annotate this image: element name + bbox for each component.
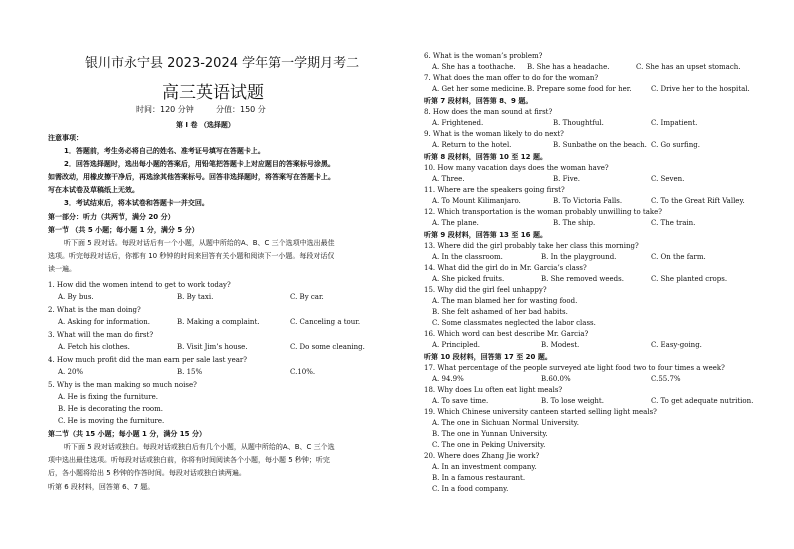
- option-a: A. Three.: [432, 175, 465, 183]
- question-stem: 16. Which word can best describe Mr. Garcia?: [424, 330, 589, 338]
- part1-heading: 第一部分：听力（共两节，满分 20 分）: [48, 213, 175, 221]
- question-stem: 11. Where are the speakers going first?: [424, 186, 565, 194]
- option-a: A. Get her some medicine.: [432, 85, 526, 93]
- exam-subject-title: 高三英语试题: [162, 83, 264, 103]
- option-a: A. Return to the hotel.: [432, 141, 512, 149]
- note-2-cont: 如需改动，用橡皮擦干净后，再选涂其他答案标号。回答非选择题时，将答案写在答题卡上。: [48, 173, 335, 181]
- option-c: C. In a food company.: [432, 485, 509, 493]
- option-c: C. She has an upset stomach.: [636, 63, 741, 71]
- option-c: C. Seven.: [651, 175, 685, 183]
- option-b: B. Thoughtful.: [553, 119, 604, 127]
- option-b: B. By taxi.: [177, 293, 214, 301]
- option-c: C. To get adequate nutrition.: [651, 397, 754, 405]
- question-stem: 10. How many vacation days does the woman have?: [424, 164, 609, 172]
- option-c: C. He is moving the furniture.: [58, 417, 165, 425]
- option-c: C. Easy-going.: [651, 341, 702, 349]
- option-b: B. The ship.: [553, 219, 596, 227]
- section1-heading: 第一节 （共 5 小题；每小题 1 分，满分 5 分）: [48, 226, 199, 234]
- option-c: C. To the Great Rift Valley.: [651, 197, 745, 205]
- question-stem: 5. Why is the man making so much noise?: [48, 381, 197, 389]
- option-b: B. In a famous restaurant.: [432, 474, 526, 482]
- option-b: B. Modest.: [541, 341, 580, 349]
- option-c: C. Do some cleaning.: [290, 343, 365, 351]
- option-a: A. In the classroom.: [432, 253, 503, 261]
- option-b: B. To lose weight.: [541, 397, 604, 405]
- note-2-end: 写在本试卷及草稿纸上无效。: [48, 186, 139, 194]
- option-c: C. Go surfing.: [651, 141, 700, 149]
- option-c: C. The train.: [651, 219, 696, 227]
- option-a: A. 20%: [58, 368, 84, 376]
- section1-intro: 听下面 5 段对话。每段对话后有一个小题，从题中所给的A、B、C 三个选项中选出最佳: [64, 239, 335, 247]
- question-stem: 7. What does the man offer to do for the woman?: [424, 74, 599, 82]
- exam-time: 时间：120 分钟: [136, 105, 194, 114]
- material-heading: 听第 10 段材料，回答第 17 至 20 题。: [424, 353, 552, 361]
- option-a: A. Principled.: [432, 341, 481, 349]
- question-stem: 2. What is the man doing?: [48, 306, 141, 314]
- material-heading: 听第 7 段材料，回答第 8、9 题。: [424, 97, 533, 105]
- option-a: A. In an investment company.: [432, 463, 537, 471]
- material-heading: 听第 8 段材料，回答第 10 至 12 题。: [424, 153, 547, 161]
- option-b: B. The one in Yunnan University.: [432, 430, 548, 438]
- note-3: 3．考试结束后，将本试卷和答题卡一并交回。: [64, 199, 209, 207]
- option-a: A. Frightened.: [432, 119, 484, 127]
- material-heading: 听第 6 段材料，回答第 6、7 题。: [48, 483, 155, 491]
- section2-intro: 项中选出最佳选项。听每段对话或独白前，你将有时间阅读各个小题，每小题 5 秒钟；听完: [48, 456, 330, 464]
- option-a: A. The one in Sichuan Normal University.: [432, 419, 579, 427]
- option-c: C.55.7%: [651, 375, 681, 383]
- option-a: A. By bus.: [58, 293, 94, 301]
- option-b: B.60.0%: [541, 375, 571, 383]
- question-stem: 8. How does the man sound at first?: [424, 108, 553, 116]
- option-b: B. Visit Jim’s house.: [177, 343, 248, 351]
- option-a: A. He is fixing the furniture.: [58, 393, 159, 401]
- option-b: B. She felt ashamed of her bad habits.: [432, 308, 568, 316]
- question-stem: 3. What will the man do first?: [48, 331, 154, 339]
- option-b: B. In the playground.: [541, 253, 617, 261]
- section2-intro: 后，各小题将给出 5 秒钟的作答时间。每段对话或独白读两遍。: [48, 469, 246, 477]
- option-b: B. 15%: [177, 368, 203, 376]
- option-c: C. On the farm.: [651, 253, 706, 261]
- volume-heading: 第 I 卷 （选择题）: [176, 121, 235, 129]
- option-a: A. To save time.: [432, 397, 489, 405]
- option-b: B. Sunbathe on the beach.: [553, 141, 647, 149]
- option-c: C.10%.: [290, 368, 316, 376]
- question-stem: 20. Where does Zhang Jie work?: [424, 452, 540, 460]
- question-stem: 13. Where did the girl probably take her class this morning?: [424, 242, 639, 250]
- question-stem: 4. How much profit did the man earn per sale last year?: [48, 356, 248, 364]
- section1-intro: 读一遍。: [48, 265, 76, 273]
- question-stem: 12. Which transportation is the woman probably unwilling to take?: [424, 208, 663, 216]
- option-c: C. She planted crops.: [651, 275, 728, 283]
- option-a: A. The man blamed her for wasting food.: [432, 297, 578, 305]
- question-stem: 19. Which Chinese university canteen started selling light meals?: [424, 408, 657, 416]
- question-stem: 14. What did the girl do in Mr. Garcia’s class?: [424, 264, 587, 272]
- exam-score: 分值：150 分: [216, 105, 266, 114]
- note-2: 2．回答选择题时，选出每小题的答案后，用铅笔把答题卡上对应题目的答案标号涂黑。: [64, 160, 335, 168]
- option-a: A. 94.9%: [432, 375, 464, 383]
- option-b: B. Making a complaint.: [177, 318, 260, 326]
- question-stem: 6. What is the woman’s problem?: [424, 52, 543, 60]
- option-b: B. He is decorating the room.: [58, 405, 163, 413]
- section2-intro: 听下面 5 段对话或独白。每段对话或独白后有几个小题，从题中所给的A、B、C 三个选: [64, 443, 335, 451]
- note-1: 1．答题前，考生务必将自己的姓名、准考证号填写在答题卡上。: [64, 147, 265, 155]
- question-stem: 1. How did the women intend to get to work today?: [48, 281, 231, 289]
- option-a: A. Asking for information.: [58, 318, 150, 326]
- section1-intro: 选项。听完每段对话后，你都有 10 秒钟的时间来回答有关小题和阅读下一小题。每段对话仅: [48, 252, 335, 260]
- option-b: B. To Victoria Falls.: [553, 197, 623, 205]
- option-b: B. Prepare some food for her.: [527, 85, 632, 93]
- option-a: A. She picked fruits.: [432, 275, 505, 283]
- option-c: C. Drive her to the hospital.: [651, 85, 750, 93]
- section2-heading: 第二节（共 15 小题；每小题 1 分，满分 15 分）: [48, 430, 206, 438]
- option-c: C. By car.: [290, 293, 324, 301]
- option-c: C. Canceling a tour.: [290, 318, 361, 326]
- question-stem: 17. What percentage of the people surveyed ate light food two to four times a week?: [424, 364, 725, 372]
- option-c: C. Impatient.: [651, 119, 698, 127]
- question-stem: 15. Why did the girl feel unhappy?: [424, 286, 547, 294]
- option-b: B. She removed weeds.: [541, 275, 624, 283]
- question-stem: 9. What is the woman likely to do next?: [424, 130, 564, 138]
- option-b: B. Five.: [553, 175, 581, 183]
- option-a: A. Fetch his clothes.: [58, 343, 130, 351]
- option-a: A. The plane.: [432, 219, 479, 227]
- option-c: C. Some classmates neglected the labor class.: [432, 319, 596, 327]
- question-stem: 18. Why does Lu often eat light meals?: [424, 386, 563, 394]
- notes-heading: 注意事项：: [48, 134, 83, 142]
- option-b: B. She has a headache.: [527, 63, 610, 71]
- option-a: A. She has a toothache.: [432, 63, 516, 71]
- option-a: A. To Mount Kilimanjaro.: [432, 197, 521, 205]
- exam-header-title: 银川市永宁县 2023-2024 学年第一学期月考二: [85, 56, 360, 71]
- option-c: C. The one in Peking University.: [432, 441, 546, 449]
- material-heading: 听第 9 段材料，回答第 13 至 16 题。: [424, 231, 547, 239]
